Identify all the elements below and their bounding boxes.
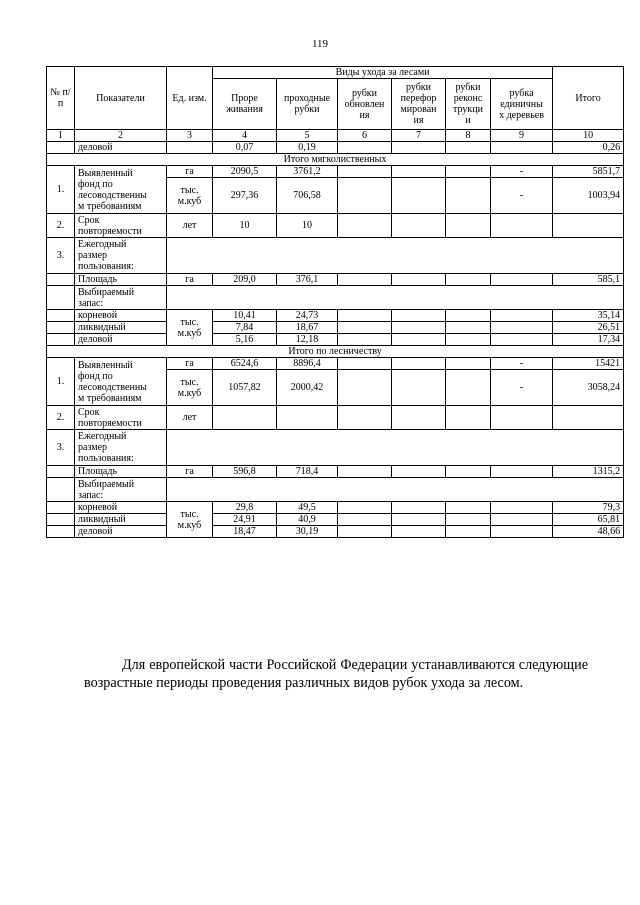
value-cell: 29,8 <box>213 502 277 514</box>
total-cell: 35,14 <box>553 310 624 322</box>
empty-cell <box>167 238 624 274</box>
row-label: Площадь <box>75 274 167 286</box>
value-cell <box>338 334 392 346</box>
row-label: Ежегодный размер пользования: <box>75 238 167 274</box>
value-cell <box>392 526 446 538</box>
value-cell: 10,41 <box>213 310 277 322</box>
value-cell: 706,58 <box>277 178 338 214</box>
numbering-row <box>47 130 624 142</box>
forest-care-table <box>46 66 624 538</box>
value-cell: 376,1 <box>277 274 338 286</box>
table-row <box>47 238 624 274</box>
value-cell: 7,84 <box>213 322 277 334</box>
row-num: 2. <box>47 406 75 430</box>
value-cell <box>392 466 446 478</box>
total-cell <box>553 406 624 430</box>
row-label: Срок повторяемости <box>75 214 167 238</box>
value-cell: 8896,4 <box>277 358 338 370</box>
row-num: 1. <box>47 166 75 214</box>
value-cell <box>392 166 446 178</box>
total-cell: 26,51 <box>553 322 624 334</box>
value-cell <box>392 322 446 334</box>
value-cell <box>338 274 392 286</box>
header-row <box>47 67 624 79</box>
total-cell: 0,26 <box>553 142 624 154</box>
total-cell: 15421 <box>553 358 624 370</box>
total-cell: 585,1 <box>553 274 624 286</box>
value-cell <box>446 178 491 214</box>
empty-cell <box>167 430 624 466</box>
row-num <box>47 478 75 502</box>
value-cell: 596,8 <box>213 466 277 478</box>
header-col-6: рубки обновлен ия <box>338 79 392 130</box>
row-num <box>47 142 75 154</box>
empty-cell <box>167 286 624 310</box>
value-cell <box>392 142 446 154</box>
value-cell: 718,4 <box>277 466 338 478</box>
table-row <box>47 514 624 526</box>
table-row <box>47 286 624 310</box>
row-label: корневой <box>75 502 167 514</box>
value-cell <box>446 370 491 406</box>
row-num <box>47 310 75 322</box>
value-cell <box>446 274 491 286</box>
value-cell: 24,73 <box>277 310 338 322</box>
row-num <box>47 466 75 478</box>
value-cell <box>446 526 491 538</box>
header-total: Итого <box>553 67 624 130</box>
table-row <box>47 430 624 466</box>
value-cell <box>491 214 553 238</box>
table-row <box>47 406 624 430</box>
value-cell <box>392 406 446 430</box>
row-num <box>47 526 75 538</box>
total-cell: 1315,2 <box>553 466 624 478</box>
value-cell: - <box>491 358 553 370</box>
section-title: Итого по лесничеству <box>47 346 624 358</box>
column-number: 4 <box>213 130 277 142</box>
value-cell <box>392 502 446 514</box>
value-cell <box>338 466 392 478</box>
column-number: 2 <box>75 130 167 142</box>
value-cell <box>446 466 491 478</box>
value-cell <box>392 334 446 346</box>
value-cell <box>446 142 491 154</box>
value-cell: 30,19 <box>277 526 338 538</box>
row-label: Выявленный фонд по лесоводственны м требованиям <box>75 358 167 406</box>
value-cell: 24,91 <box>213 514 277 526</box>
row-label: Ежегодный размер пользования: <box>75 430 167 466</box>
value-cell <box>491 334 553 346</box>
unit-cell: га <box>167 358 213 370</box>
row-num <box>47 322 75 334</box>
value-cell <box>491 322 553 334</box>
value-cell <box>491 142 553 154</box>
value-cell: 6524,6 <box>213 358 277 370</box>
value-cell <box>338 502 392 514</box>
value-cell: 0,19 <box>277 142 338 154</box>
value-cell: 49,5 <box>277 502 338 514</box>
value-cell: 3761,2 <box>277 166 338 178</box>
row-label: корневой <box>75 310 167 322</box>
column-number: 3 <box>167 130 213 142</box>
row-label: Срок повторяемости <box>75 406 167 430</box>
value-cell <box>392 310 446 322</box>
value-cell: 297,36 <box>213 178 277 214</box>
total-cell: 17,34 <box>553 334 624 346</box>
total-cell <box>553 214 624 238</box>
column-number: 7 <box>392 130 446 142</box>
value-cell: 18,67 <box>277 322 338 334</box>
page-number: 119 <box>311 38 329 50</box>
value-cell <box>446 514 491 526</box>
section-row <box>47 346 624 358</box>
value-cell <box>446 334 491 346</box>
value-cell: - <box>491 178 553 214</box>
unit-cell: лет <box>167 214 213 238</box>
header-col-4: Проре живания <box>213 79 277 130</box>
row-num: 2. <box>47 214 75 238</box>
value-cell <box>491 526 553 538</box>
unit-cell: га <box>167 166 213 178</box>
row-num: 3. <box>47 430 75 466</box>
unit-cell: га <box>167 274 213 286</box>
value-cell <box>446 358 491 370</box>
header-col-7: рубки перефор мирован ия <box>392 79 446 130</box>
value-cell <box>491 466 553 478</box>
row-label: Площадь <box>75 466 167 478</box>
row-label: Выбираемый запас: <box>75 478 167 502</box>
value-cell <box>338 406 392 430</box>
unit-cell: тыс. м.куб <box>167 370 213 406</box>
value-cell <box>392 370 446 406</box>
value-cell: 5,16 <box>213 334 277 346</box>
header-unit: Ед. изм. <box>167 67 213 130</box>
header-col-9: рубка единичны х деревьев <box>491 79 553 130</box>
value-cell <box>491 514 553 526</box>
unit-cell: тыс. м.куб <box>167 502 213 538</box>
value-cell <box>338 166 392 178</box>
table-row <box>47 310 624 322</box>
column-number: 6 <box>338 130 392 142</box>
unit-cell <box>167 142 213 154</box>
row-num <box>47 286 75 310</box>
table-row <box>47 322 624 334</box>
value-cell <box>338 358 392 370</box>
value-cell <box>338 526 392 538</box>
row-num <box>47 514 75 526</box>
column-number: 8 <box>446 130 491 142</box>
table-row <box>47 466 624 478</box>
value-cell <box>338 370 392 406</box>
table-row <box>47 358 624 370</box>
value-cell <box>338 514 392 526</box>
header-indicator: Показатели <box>75 67 167 130</box>
value-cell: 18,47 <box>213 526 277 538</box>
total-cell: 3058,24 <box>553 370 624 406</box>
section-row <box>47 154 624 166</box>
value-cell <box>338 178 392 214</box>
value-cell: 0,07 <box>213 142 277 154</box>
value-cell <box>392 358 446 370</box>
column-number: 9 <box>491 130 553 142</box>
value-cell <box>392 514 446 526</box>
total-cell: 1003,94 <box>553 178 624 214</box>
table-row <box>47 274 624 286</box>
value-cell <box>491 502 553 514</box>
unit-cell: га <box>167 466 213 478</box>
value-cell <box>392 178 446 214</box>
row-label: деловой <box>75 526 167 538</box>
row-num: 3. <box>47 238 75 274</box>
value-cell <box>392 214 446 238</box>
table-row <box>47 478 624 502</box>
value-cell: 10 <box>213 214 277 238</box>
value-cell <box>491 274 553 286</box>
value-cell <box>446 322 491 334</box>
value-cell: 2000,42 <box>277 370 338 406</box>
column-number: 10 <box>553 130 624 142</box>
row-num <box>47 502 75 514</box>
value-cell <box>446 214 491 238</box>
total-cell: 5851,7 <box>553 166 624 178</box>
value-cell <box>213 406 277 430</box>
row-label: ликвидный <box>75 322 167 334</box>
table-row <box>47 334 624 346</box>
header-num: № п/п <box>47 67 75 130</box>
value-cell <box>491 406 553 430</box>
table-row <box>47 142 624 154</box>
value-cell <box>338 214 392 238</box>
value-cell: - <box>491 370 553 406</box>
row-label: Выбираемый запас: <box>75 286 167 310</box>
total-cell: 79,3 <box>553 502 624 514</box>
table-row <box>47 502 624 514</box>
value-cell: 12,18 <box>277 334 338 346</box>
unit-cell: тыс. м.куб <box>167 178 213 214</box>
value-cell: 1057,82 <box>213 370 277 406</box>
total-cell: 48,66 <box>553 526 624 538</box>
section-title: Итого мягколиственных <box>47 154 624 166</box>
value-cell: - <box>491 166 553 178</box>
row-label: ликвидный <box>75 514 167 526</box>
value-cell <box>446 502 491 514</box>
row-num <box>47 274 75 286</box>
row-num: 1. <box>47 358 75 406</box>
value-cell: 40,9 <box>277 514 338 526</box>
header-col-8: рубки реконс трукци и <box>446 79 491 130</box>
value-cell <box>338 142 392 154</box>
value-cell <box>446 166 491 178</box>
empty-cell <box>167 478 624 502</box>
value-cell <box>392 274 446 286</box>
value-cell <box>446 406 491 430</box>
table-row <box>47 214 624 238</box>
total-cell: 65,81 <box>553 514 624 526</box>
unit-cell: тыс. м.куб <box>167 310 213 346</box>
unit-cell: лет <box>167 406 213 430</box>
value-cell <box>446 310 491 322</box>
column-number: 5 <box>277 130 338 142</box>
row-label: деловой <box>75 142 167 154</box>
value-cell <box>338 322 392 334</box>
row-label: деловой <box>75 334 167 346</box>
value-cell <box>491 310 553 322</box>
value-cell: 2090,5 <box>213 166 277 178</box>
row-num <box>47 334 75 346</box>
value-cell: 10 <box>277 214 338 238</box>
body-paragraph <box>84 656 588 692</box>
paragraph-text: Для европейской части Российской Федерации устанавливаются следующие возрастные периоды проведения различных видов рубок ухода за лесом. <box>84 657 588 691</box>
value-cell <box>338 310 392 322</box>
value-cell: 209,0 <box>213 274 277 286</box>
row-label: Выявленный фонд по лесоводственны м требованиям <box>75 166 167 214</box>
value-cell <box>277 406 338 430</box>
table-row <box>47 526 624 538</box>
column-number: 1 <box>47 130 75 142</box>
header-group: Виды ухода за лесами <box>213 67 553 79</box>
header-col-5: проходные рубки <box>277 79 338 130</box>
table-row <box>47 166 624 178</box>
